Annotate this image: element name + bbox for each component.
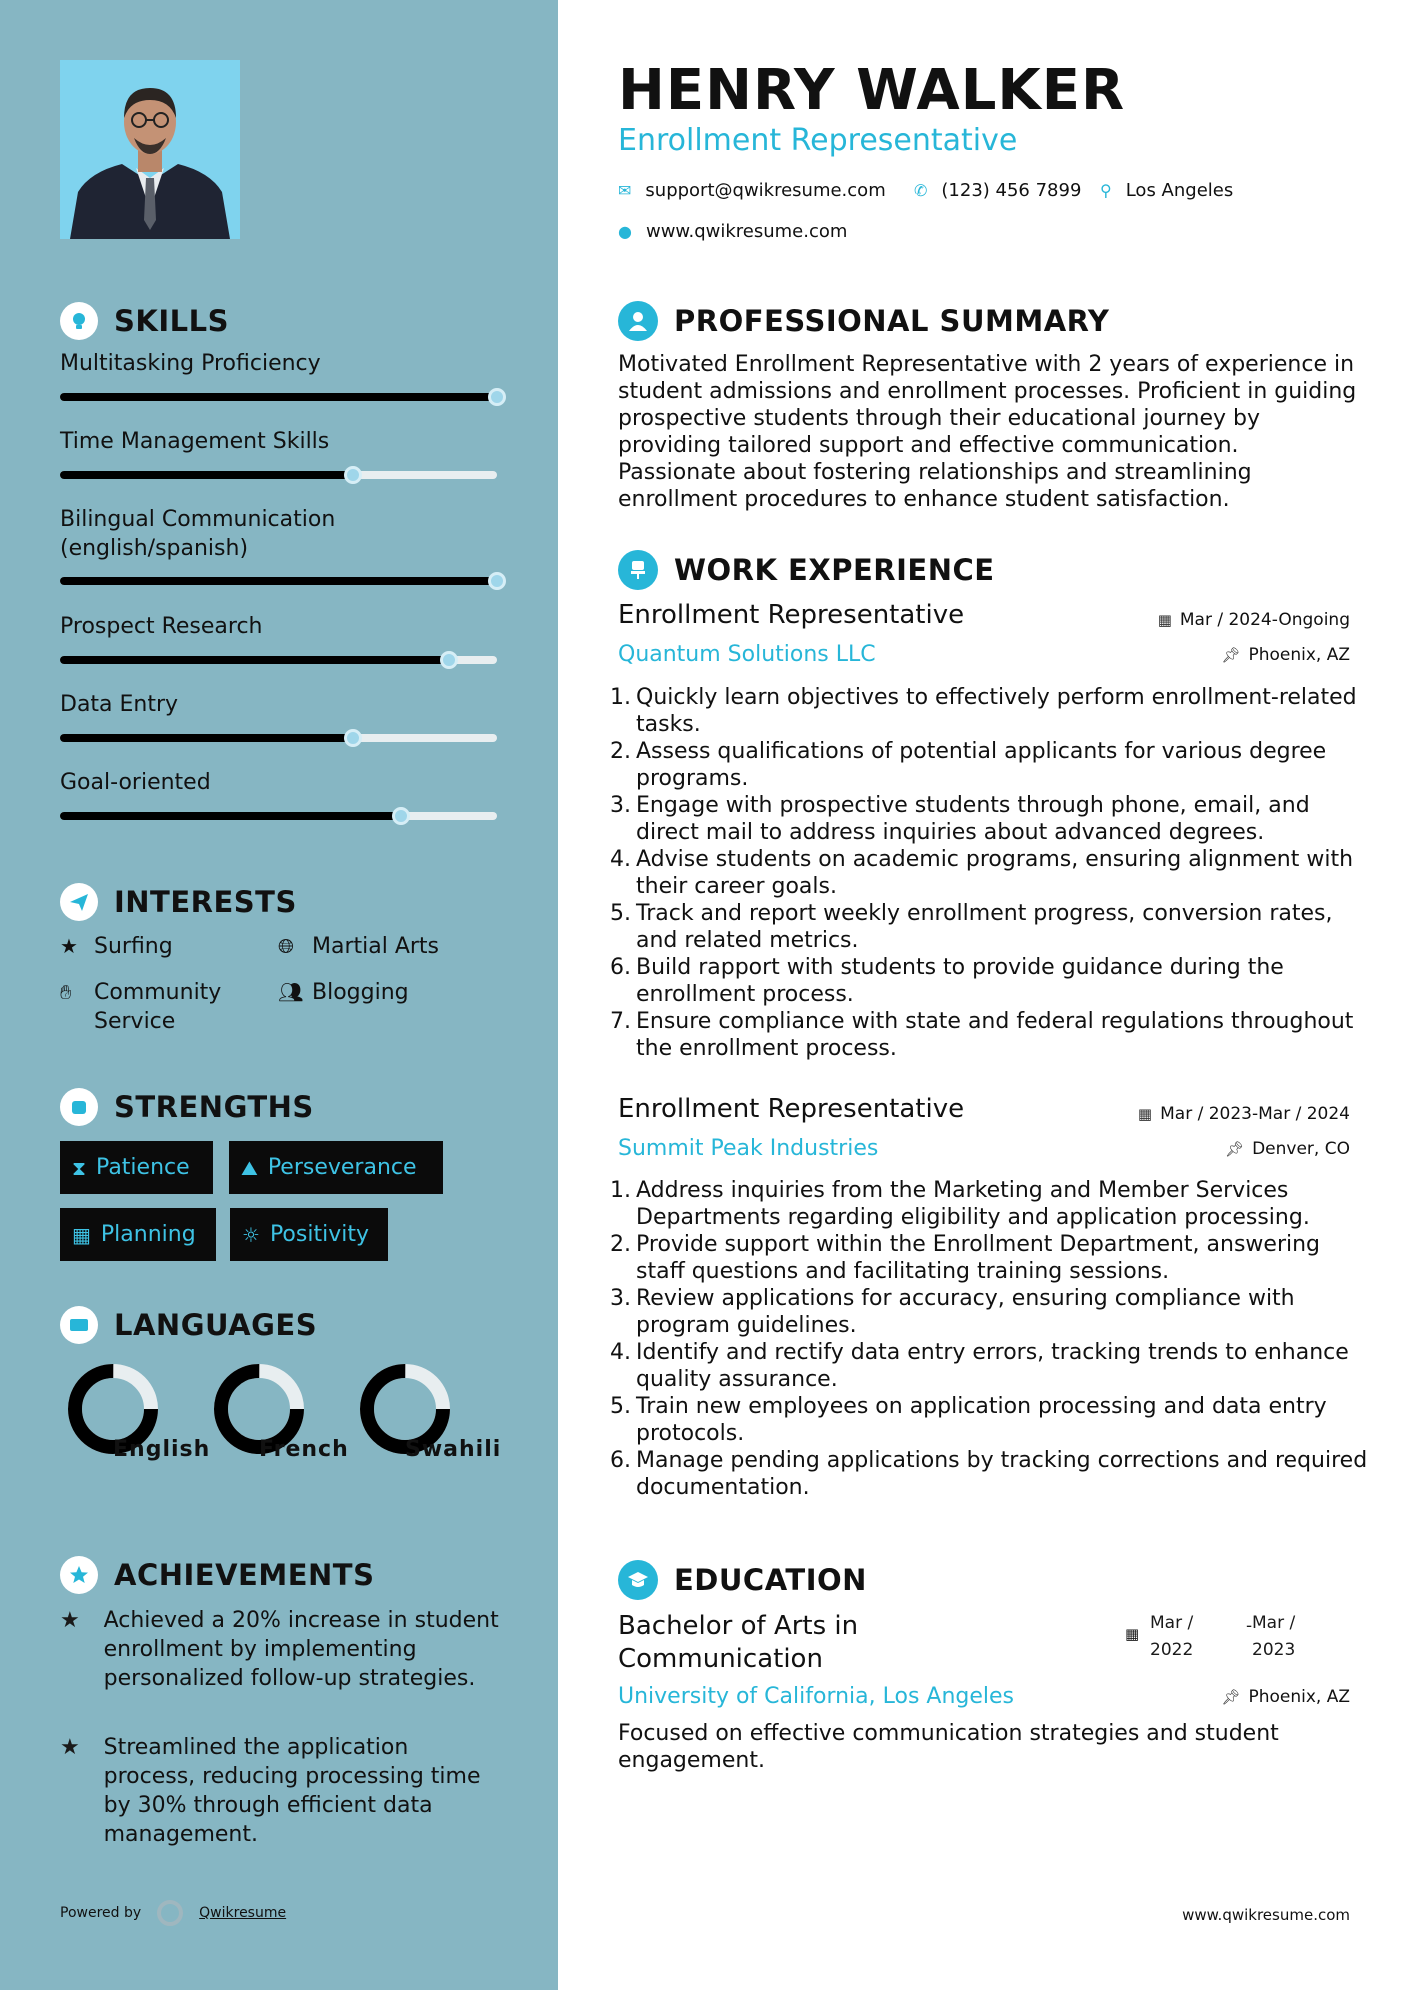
skill-bar-fill	[60, 393, 497, 401]
skill-bar-fill	[60, 577, 497, 585]
qwikresume-logo-icon	[157, 1900, 183, 1926]
sidebar	[0, 0, 558, 1990]
item-number: 7.	[610, 1009, 631, 1034]
languages-title: LANGUAGES	[114, 1308, 318, 1342]
item-number: 3.	[610, 793, 631, 818]
powered-by	[60, 1900, 286, 1926]
skill-item	[60, 768, 500, 797]
strength-label: Perseverance	[267, 1155, 417, 1180]
skill-bar-fill	[60, 734, 353, 742]
language-item	[53, 1361, 211, 1462]
achievements-title: ACHIEVEMENTS	[114, 1558, 375, 1592]
responsibility-text: Train new employees on application processing and data entry protocols.	[636, 1394, 1327, 1446]
interest-label: Blogging	[312, 980, 409, 1005]
skill-label: Prospect Research	[60, 614, 263, 639]
job-responsibilities	[610, 1177, 1370, 1501]
interest-label: Community Service	[94, 980, 222, 1034]
footer-website[interactable]: www.qwikresume.com	[1182, 1906, 1350, 1924]
skill-bar-knob	[488, 388, 506, 406]
item-number: 1.	[610, 685, 631, 710]
powered-brand-link[interactable]: Qwikresume	[199, 1905, 287, 1921]
education-description: Focused on effective communication strategies and student engagement.	[618, 1721, 1279, 1773]
education-school: University of California, Los Angeles	[618, 1684, 1015, 1709]
strength-badge	[229, 1141, 443, 1194]
strengths-heading	[60, 1087, 314, 1127]
responsibility-text: Provide support within the Enrollment Department, answering staff questions and facilitating training sessions.	[636, 1232, 1321, 1284]
responsibility-item	[610, 792, 1370, 846]
calendar-icon: ▦	[1125, 1625, 1140, 1643]
website-text: www.qwikresume.com	[645, 221, 848, 242]
item-number: 6.	[610, 1448, 631, 1473]
strength-label: Positivity	[269, 1222, 369, 1247]
skill-bar	[60, 734, 497, 742]
calendar-icon: ▦	[1157, 611, 1172, 629]
interest-item	[278, 932, 439, 961]
item-number: 5.	[610, 1394, 631, 1419]
strength-label: Planning	[100, 1222, 196, 1247]
profile-photo	[60, 60, 240, 239]
responsibility-item	[610, 1008, 1370, 1062]
item-number: 4.	[610, 1340, 631, 1365]
road-icon: ⛰︎	[241, 1155, 258, 1180]
graduation-cap-icon	[618, 1560, 658, 1600]
job-date	[1138, 1104, 1350, 1124]
responsibility-item	[610, 1393, 1370, 1447]
interest-label: Surfing	[94, 934, 173, 959]
education-end: Mar / 2023	[1252, 1613, 1296, 1660]
phone-icon: ✆	[914, 181, 928, 200]
job-date	[1158, 610, 1350, 630]
item-number: 2.	[610, 1232, 631, 1257]
language-name: French	[259, 1437, 349, 1462]
lightbulb-icon	[60, 302, 98, 340]
skill-label: Bilingual Communication (english/spanish)	[60, 507, 336, 561]
responsibility-item	[610, 1177, 1370, 1231]
fist-icon	[60, 1088, 98, 1126]
job-location-text: Phoenix, AZ	[1248, 645, 1350, 665]
skill-item	[60, 690, 500, 719]
responsibility-text: Advise students on academic programs, ensuring alignment with their career goals.	[636, 847, 1354, 899]
calendar-icon: ▦	[1137, 1105, 1153, 1123]
interest-label: Martial Arts	[312, 934, 440, 959]
star-badge-icon	[60, 1556, 98, 1594]
job-location-text: Denver, CO	[1252, 1139, 1350, 1159]
strength-label: Patience	[96, 1155, 190, 1180]
responsibility-text: Ensure compliance with state and federal regulations throughout the enrollment process.	[636, 1009, 1354, 1061]
achievement-text: Streamlined the application process, reducing processing time by 30% through efficient data management.	[103, 1735, 481, 1847]
star-icon: ★	[60, 934, 78, 958]
item-number: 4.	[610, 847, 631, 872]
responsibility-text: Manage pending applications by tracking corrections and required documentation.	[636, 1448, 1368, 1500]
skill-label: Time Management Skills	[60, 429, 330, 454]
hourglass-icon: ⧗	[72, 1155, 87, 1180]
responsibility-item	[610, 1285, 1370, 1339]
job-location	[1225, 1139, 1350, 1159]
skill-label: Data Entry	[60, 692, 179, 717]
responsibility-text: Review applications for accuracy, ensuring compliance with program guidelines.	[636, 1286, 1295, 1338]
hand-icon: ✋︎	[60, 980, 72, 1004]
language-item	[345, 1361, 502, 1462]
skill-label: Multitasking Proficiency	[60, 351, 321, 376]
calendar-icon: ▦	[72, 1222, 91, 1247]
responsibility-item	[610, 1339, 1370, 1393]
responsibility-text: Address inquiries from the Marketing and Member Services Departments regarding eligibility and application processing.	[636, 1178, 1310, 1230]
skill-bar	[60, 577, 497, 585]
skill-bar	[60, 812, 497, 820]
skill-bar	[60, 393, 497, 401]
responsibility-item	[610, 1231, 1370, 1285]
skill-item	[60, 427, 500, 456]
experience-heading	[618, 549, 995, 591]
user-icon	[618, 301, 658, 341]
job-location	[1221, 645, 1350, 665]
skill-bar-knob	[344, 466, 362, 484]
language-item	[199, 1361, 349, 1462]
job-company: Quantum Solutions LLC	[618, 642, 876, 667]
users-icon: 👥︎	[278, 980, 304, 1004]
contact-email[interactable]	[618, 180, 886, 201]
paper-plane-icon	[60, 883, 98, 921]
responsibility-item	[610, 738, 1370, 792]
contact-location	[1100, 180, 1233, 201]
language-name: Swahili	[405, 1437, 502, 1462]
responsibility-item	[610, 684, 1370, 738]
strength-badge	[230, 1208, 388, 1261]
education-degree	[618, 1610, 858, 1676]
experience-title: WORK EXPERIENCE	[674, 553, 995, 587]
map-pin-icon: ⚲	[1100, 181, 1112, 200]
languages-heading	[60, 1305, 317, 1345]
education-location	[1221, 1687, 1350, 1707]
job-responsibilities	[610, 684, 1370, 1062]
strength-badge	[60, 1141, 213, 1194]
responsibility-text: Quickly learn objectives to effectively perform enrollment-related tasks.	[636, 685, 1357, 737]
email-text: support@qwikresume.com	[645, 180, 886, 201]
education-title: EDUCATION	[674, 1563, 867, 1597]
pushpin-icon: 📌︎	[1221, 646, 1241, 664]
skill-item	[60, 505, 500, 563]
interests-heading	[60, 882, 297, 922]
job-title: Enrollment Representative	[618, 1094, 965, 1124]
contact-website[interactable]	[618, 221, 847, 242]
achievement-text: Achieved a 20% increase in student enrollment by implementing personalized follow-up strategies.	[103, 1608, 499, 1691]
skill-bar	[60, 471, 497, 479]
responsibility-text: Identify and rectify data entry errors, tracking trends to enhance quality assurance.	[636, 1340, 1349, 1392]
interest-item	[60, 932, 173, 961]
responsibility-text: Build rapport with students to provide guidance during the enrollment process.	[636, 955, 1284, 1007]
skill-bar-knob	[344, 729, 362, 747]
skill-bar-knob	[488, 572, 506, 590]
item-number: 6.	[610, 955, 631, 980]
responsibility-item	[610, 846, 1370, 900]
skills-title: SKILLS	[114, 304, 229, 338]
globe-icon: ●	[618, 222, 632, 241]
skill-bar-knob	[440, 651, 458, 669]
education-start: Mar / 2022	[1150, 1613, 1194, 1660]
responsibility-item	[610, 1447, 1370, 1501]
person-name: HENRY WALKER	[618, 58, 1126, 123]
date-separator: -	[1246, 1616, 1253, 1636]
chair-icon	[618, 550, 658, 590]
job-title: Enrollment Representative	[618, 600, 965, 630]
job-date-text: Mar / 2024-Ongoing	[1179, 610, 1350, 630]
education-location-text: Phoenix, AZ	[1248, 1687, 1350, 1707]
skill-bar-knob	[392, 807, 410, 825]
shooting-star-icon: ★	[60, 1735, 80, 1760]
strength-badge	[60, 1208, 216, 1261]
interest-item	[60, 978, 244, 1036]
interest-item	[278, 978, 409, 1007]
achievement-item	[60, 1733, 500, 1849]
person-title: Enrollment Representative	[618, 123, 1018, 158]
main-content	[558, 0, 1407, 1990]
phone-text: (123) 456 7899	[941, 180, 1082, 201]
location-text: Los Angeles	[1125, 180, 1234, 201]
skill-bar-fill	[60, 656, 449, 664]
responsibility-text: Engage with prospective students through phone, email, and direct mail to address inquiries about advanced degrees.	[636, 793, 1310, 845]
skill-bar-fill	[60, 812, 401, 820]
skill-item	[60, 612, 500, 641]
item-number: 3.	[610, 1286, 631, 1311]
language-name: English	[113, 1437, 211, 1462]
degree-line: Bachelor of Arts in	[618, 1611, 859, 1641]
interests-title: INTERESTS	[114, 885, 297, 919]
responsibility-text: Track and report weekly enrollment progress, conversion rates, and related metrics.	[636, 901, 1333, 953]
job-company: Summit Peak Industries	[618, 1136, 879, 1161]
skill-bar	[60, 656, 497, 664]
summary-text: Motivated Enrollment Representative with 2 years of experience in student admissions and enrollment processes. Proficient in guiding prospective students through their educational journey by providing tailored support and effective communication. Passionate about fostering relationships and streamlining enrollment procedures to enhance student satisfaction.	[618, 352, 1357, 512]
responsibility-item	[610, 954, 1370, 1008]
summary-title: PROFESSIONAL SUMMARY	[674, 304, 1110, 338]
achievement-item	[60, 1606, 500, 1693]
item-number: 5.	[610, 901, 631, 926]
degree-line: Communication	[618, 1644, 823, 1674]
responsibility-text: Assess qualifications of potential applicants for various degree programs.	[636, 739, 1327, 791]
skills-heading	[60, 301, 229, 341]
skill-label: Goal-oriented	[60, 770, 211, 795]
item-number: 2.	[610, 739, 631, 764]
globe-icon: 🌐︎	[278, 934, 294, 958]
translate-icon	[60, 1306, 98, 1344]
summary-heading	[618, 300, 1109, 342]
envelope-icon: ✉	[618, 181, 632, 200]
achievements-heading	[60, 1555, 374, 1595]
job-date-text: Mar / 2023-Mar / 2024	[1160, 1104, 1350, 1124]
strengths-title: STRENGTHS	[114, 1090, 314, 1124]
responsibility-item	[610, 900, 1370, 954]
contact-phone[interactable]	[914, 180, 1081, 201]
powered-prefix: Powered by	[60, 1905, 142, 1921]
sun-icon: ☼	[242, 1222, 260, 1247]
skill-bar-fill	[60, 471, 353, 479]
skill-item	[60, 349, 500, 378]
education-heading	[618, 1559, 867, 1601]
item-number: 1.	[610, 1178, 631, 1203]
pushpin-icon: 📌︎	[1221, 1688, 1241, 1706]
shooting-star-icon: ★	[60, 1608, 80, 1633]
pushpin-icon: 📌︎	[1225, 1140, 1245, 1158]
